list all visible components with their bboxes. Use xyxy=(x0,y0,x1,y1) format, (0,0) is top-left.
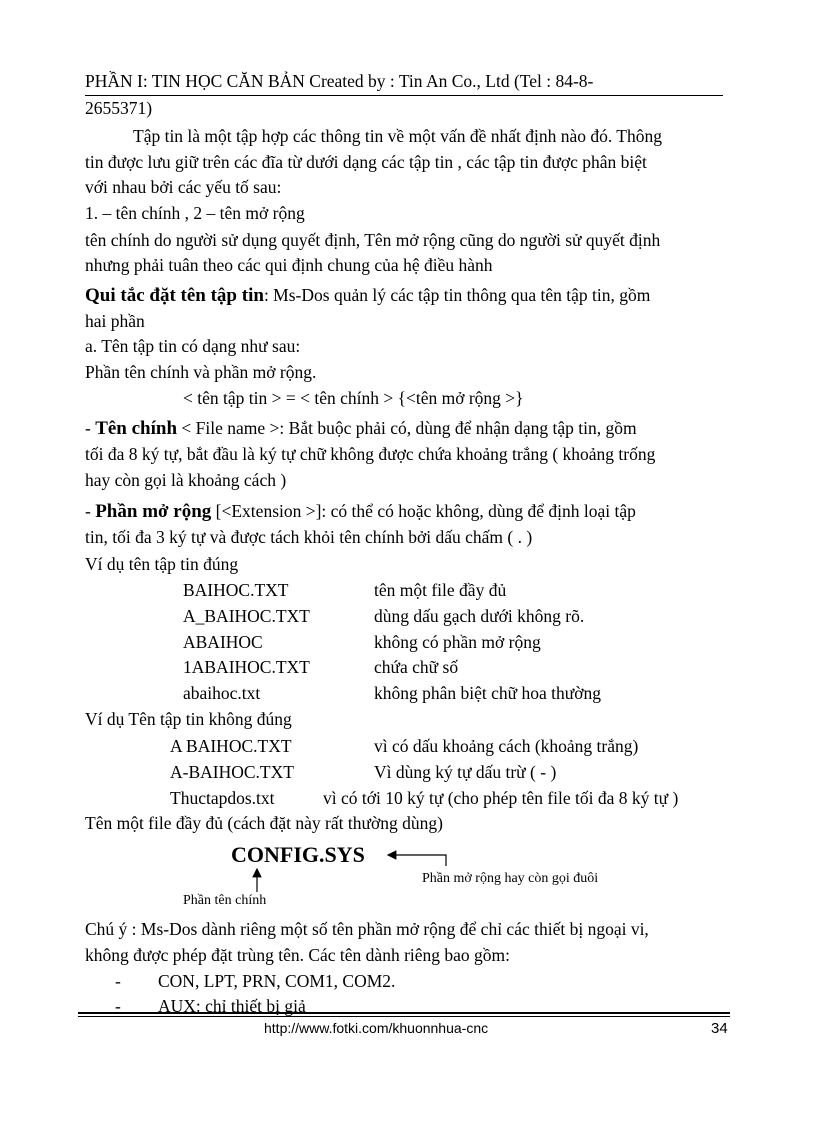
paragraph-line: a. Tên tập tin có dạng như sau: xyxy=(85,336,301,356)
paragraph-line: tên chính do người sử dụng quyết định, Tên mở rộng cũng do người sử quyết định xyxy=(85,230,661,250)
example-description: vì có dấu khoảng cách (khoảng trắng) xyxy=(374,736,639,756)
example-filename: BAIHOC.TXT xyxy=(183,580,289,600)
example-filename: A_BAIHOC.TXT xyxy=(183,606,310,626)
example-description: không phân biệt chữ hoa thường xyxy=(374,683,602,703)
paragraph-line: 1. – tên chính , 2 – tên mở rộng xyxy=(85,203,305,223)
example-filename: abaihoc.txt xyxy=(183,683,261,703)
header-line: PHẦN I: TIN HỌC CĂN BẢN Created by : Tin An Co., Ltd (Tel : 84-8- xyxy=(85,71,594,91)
example-filename: ABAIHOC xyxy=(183,632,263,652)
rule-heading-rest: : Ms-Dos quản lý các tập tin thông qua tên tập tin, gồm xyxy=(263,285,651,305)
rule-heading: Qui tắc đặt tên tập tin xyxy=(85,285,264,306)
extension-note: Phần mở rộng hay còn gọi đuôi xyxy=(422,871,599,886)
arrow-to-extension xyxy=(388,855,446,866)
list-bullet: - xyxy=(115,971,121,991)
example-filename: 1ABAIHOC.TXT xyxy=(183,657,310,677)
name-heading-rest: < File name >: Bắt buộc phải có, dùng để nhận dạng tập tin, gồm xyxy=(177,418,637,438)
invalid-examples-label: Ví dụ Tên tập tin không đúng xyxy=(85,709,292,729)
paragraph-line: hai phần xyxy=(85,311,145,331)
example-description: không có phần mở rộng xyxy=(374,632,541,652)
paragraph-line: hay còn gọi là khoảng cách ) xyxy=(85,470,287,490)
example-description: tên một file đầy đủ xyxy=(374,580,507,600)
name-heading: Tên chính xyxy=(95,418,178,439)
example-description: dùng dấu gạch dưới không rõ. xyxy=(374,606,585,626)
example-description: chứa chữ số xyxy=(374,657,459,677)
paragraph-line: Chú ý : Ms-Dos dành riêng một số tên phần mở rộng để chỉ các thiết bị ngoại vi, xyxy=(85,919,649,939)
footer-url: http://www.fotki.com/khuonnhua-cnc xyxy=(264,1020,489,1036)
ext-heading: Phần mở rộng xyxy=(95,501,212,522)
dash: - xyxy=(85,418,96,438)
footer-rule xyxy=(78,1012,730,1014)
paragraph-line: không được phép đặt trùng tên. Các tên dành riêng bao gồm: xyxy=(85,945,511,965)
paragraph-line: với nhau bởi các yếu tố sau: xyxy=(85,177,282,197)
example-description: Vì dùng ký tự dấu trừ ( - ) xyxy=(374,762,557,782)
example-description: vì có tới 10 ký tự (cho phép tên file tối đa 8 ký tự ) xyxy=(323,788,679,808)
list-bullet: - xyxy=(115,996,121,1016)
valid-examples-label: Ví dụ tên tập tin đúng xyxy=(85,554,239,574)
paragraph-line: tin được lưu giữ trên các đĩa từ dưới dạng các tập tin , các tập tin được phân biệt xyxy=(85,152,647,172)
footer-rule xyxy=(78,1016,730,1017)
page-number: 34 xyxy=(711,1020,728,1037)
paragraph-line: Phần tên chính và phần mở rộng. xyxy=(85,362,317,382)
example-filename: A BAIHOC.TXT xyxy=(170,736,292,756)
paragraph-line: Tên một file đầy đủ (cách đặt này rất thường dùng) xyxy=(85,813,443,833)
paragraph-line: Tập tin là một tập hợp các thông tin về một vấn đề nhất định nào đó. Thông xyxy=(133,126,662,146)
list-item: AUX: chỉ thiết bị giả xyxy=(158,996,306,1016)
dash: - xyxy=(85,501,96,521)
config-filename: CONFIG.SYS xyxy=(231,842,365,867)
ext-heading-rest: [<Extension >]: có thể có hoặc không, dùng để định loại tập xyxy=(211,501,636,521)
list-item: CON, LPT, PRN, COM1, COM2. xyxy=(158,971,396,991)
main-name-note: Phần tên chính xyxy=(183,893,267,908)
example-filename: A-BAIHOC.TXT xyxy=(170,762,294,782)
paragraph-line: tin, tối đa 3 ký tự và được tách khỏi tên chính bởi dấu chấm ( . ) xyxy=(85,527,533,547)
paragraph-line: tối đa 8 ký tự, bắt đầu là ký tự chữ không được chứa khoảng trắng ( khoảng trống xyxy=(85,444,656,464)
example-filename: Thuctapdos.txt xyxy=(170,788,275,808)
format-line: < tên tập tin > = < tên chính > {<tên mở rộng >} xyxy=(183,388,524,408)
header-line-continued: 2655371) xyxy=(85,98,153,118)
paragraph-line: nhưng phải tuân theo các qui định chung của hệ điều hành xyxy=(85,255,493,275)
